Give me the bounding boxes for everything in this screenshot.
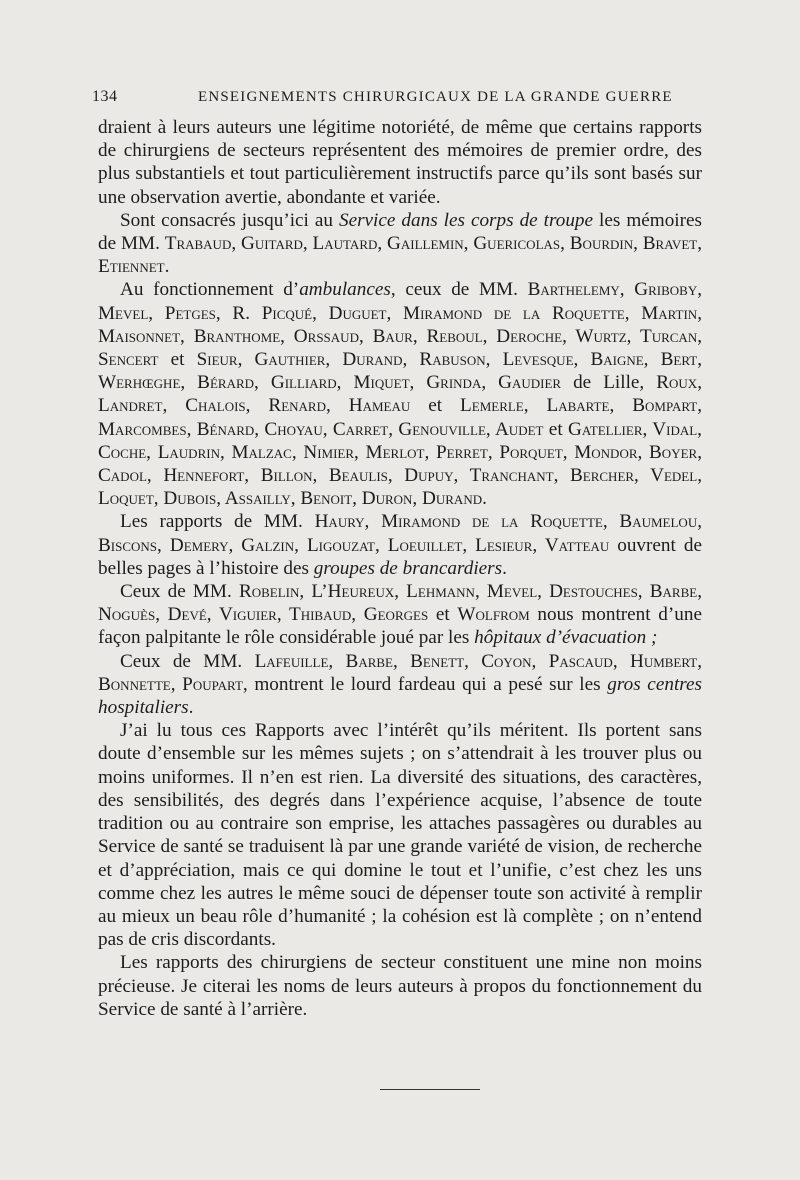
- text-run: nous montrent d’une façon palpitante le rôle considérable joué par les: [98, 604, 702, 649]
- text-run: .: [502, 557, 507, 579]
- text-run: Sont consacrés jusqu’ici au: [120, 209, 339, 231]
- paragraph: [98, 278, 702, 510]
- text-run: et: [158, 349, 197, 371]
- paragraph: [98, 116, 702, 209]
- text-run: .: [188, 697, 194, 719]
- text-run: .: [482, 488, 487, 510]
- text-run: ouvrent de belles pages à l’histoire des: [98, 534, 702, 579]
- text-run: , ceux de MM.: [390, 279, 528, 301]
- emphasis-text: ambulances: [299, 279, 391, 301]
- author-names: Barthelemy, Griboby, Mevel, Petges, R. Picqué, Duguet, Miramond de la Roquette, Martin, Maisonnet, Branthome, Orssaud, Baur, Reboul, Deroche, Wurtz, Turcan, Sencert: [98, 279, 703, 371]
- text-run: , montrent le lourd fardeau qui a pesé sur les: [242, 673, 608, 695]
- text-run: J’ai lu tous ces Rapports avec l’intérêt qu’ils méritent. Ils portent sans doute d’ensemble sur les mêmes sujets ; on s’attendrait à les trouver plus ou moins uniformes. Il n’en est rien. La diversité des situations, des caractères, des sensibilités, des degrés dans l’expérience acquise, l’absence de toute tradition ou au contraire son emprise, les attaches passagères ou durables au Service de santé se traduisent là par une grande variété de vision, de recherche et d’appréciation, mais ce qui domine le tout et l’unifie, c’est chez les uns comme chez les autres le même souci de dépenser toute son activité à remplir au mieux un beau rôle d’humanité ; la cohésion est là complète ; on n’entend pas de cris discordants.: [98, 720, 702, 951]
- paragraph: [98, 650, 702, 720]
- paragraph: [98, 209, 702, 279]
- page-header: [92, 88, 700, 112]
- text-run: draient à leurs auteurs une légitime notoriété, de même que certains rapports de chirurgiens de secteurs représentent des mémoires de premier ordre, des plus substantiels et tout particulièrement instructifs parce qu’ils sont basés sur une observation avertie, abondante et variée.: [98, 117, 702, 208]
- paragraph: [98, 951, 702, 1021]
- text-run: et: [428, 604, 458, 626]
- text-run: Les rapports des chirurgiens de secteur constituent une mine non moins précieuse. Je citerai les noms de leurs auteurs à propos du fonctionnement du Service de santé à l’arrière.: [98, 952, 702, 1020]
- author-names: Wolfrom: [457, 604, 530, 626]
- text-run: Au fonctionnement d’: [120, 279, 300, 301]
- text-run: et: [543, 418, 568, 440]
- body-text: [98, 116, 702, 1021]
- author-names: Gatellier, Vidal, Coche, Laudrin, Malzac, Nimier, Merlot, Perret, Porquet, Mondor, Boyer, Cadol, Hennefort, Billon, Beaulis, Dupuy, Tranchant, Bercher, Vedel, Loquet, Dubois, Assailly, Benoit, Duron, Durand: [98, 418, 702, 510]
- text-run: et: [410, 395, 461, 417]
- text-run: Ceux de MM.: [120, 650, 255, 672]
- author-names: Haury, Miramond de la Roquette, Baumelou, Biscons, Demery, Galzin, Ligouzat, Loeuillet, Lesieur, Vatteau: [98, 511, 702, 556]
- author-names: Lemerle, Labarte, Bompart, Marcombes, Bénard, Choyau, Carret, Genouville, Audet: [98, 395, 702, 440]
- emphasis-text: groupes de brancardiers: [313, 557, 503, 579]
- section-end-rule: [380, 1089, 480, 1090]
- author-names: Robelin, L’Heureux, Lehmann, Mevel, Destouches, Barbe, Noguès, Devé, Viguier, Thibaud, Georges: [98, 581, 703, 626]
- emphasis-text: gros centres hospitaliers: [98, 673, 703, 719]
- author-names: Sieur, Gauthier, Durand, Rabuson, Levesque, Baigne, Bert, Werhœghe, Bérard, Gilliard, Miquet, Grinda, Gaudier: [98, 349, 702, 394]
- text-run: Les rapports de MM.: [120, 511, 315, 533]
- author-names: Lafeuille, Barbe, Benett, Coyon, Pascaud, Humbert, Bonnette, Poupart: [98, 650, 703, 695]
- author-names: Trabaud, Guitard, Lautard, Gaillemin, Guericolas, Bourdin, Bravet, Etiennet: [98, 233, 702, 278]
- text-run: de Lille,: [561, 372, 657, 394]
- paragraph: [98, 580, 702, 650]
- text-run: les mémoires de MM.: [98, 209, 702, 255]
- text-run: .: [164, 256, 170, 278]
- emphasis-text: Service dans les corps de troupe: [338, 209, 594, 231]
- page-number: 134: [92, 88, 118, 105]
- text-run: Ceux de MM.: [120, 581, 239, 603]
- running-head: ENSEIGNEMENTS CHIRURGICAUX DE LA GRANDE GUERRE: [198, 89, 673, 105]
- paragraph: [98, 719, 702, 951]
- author-names: Roux, Landret, Chalois, Renard, Hameau: [98, 372, 702, 417]
- emphasis-text: hôpitaux d’évacuation ;: [474, 627, 658, 649]
- paragraph: [98, 510, 702, 580]
